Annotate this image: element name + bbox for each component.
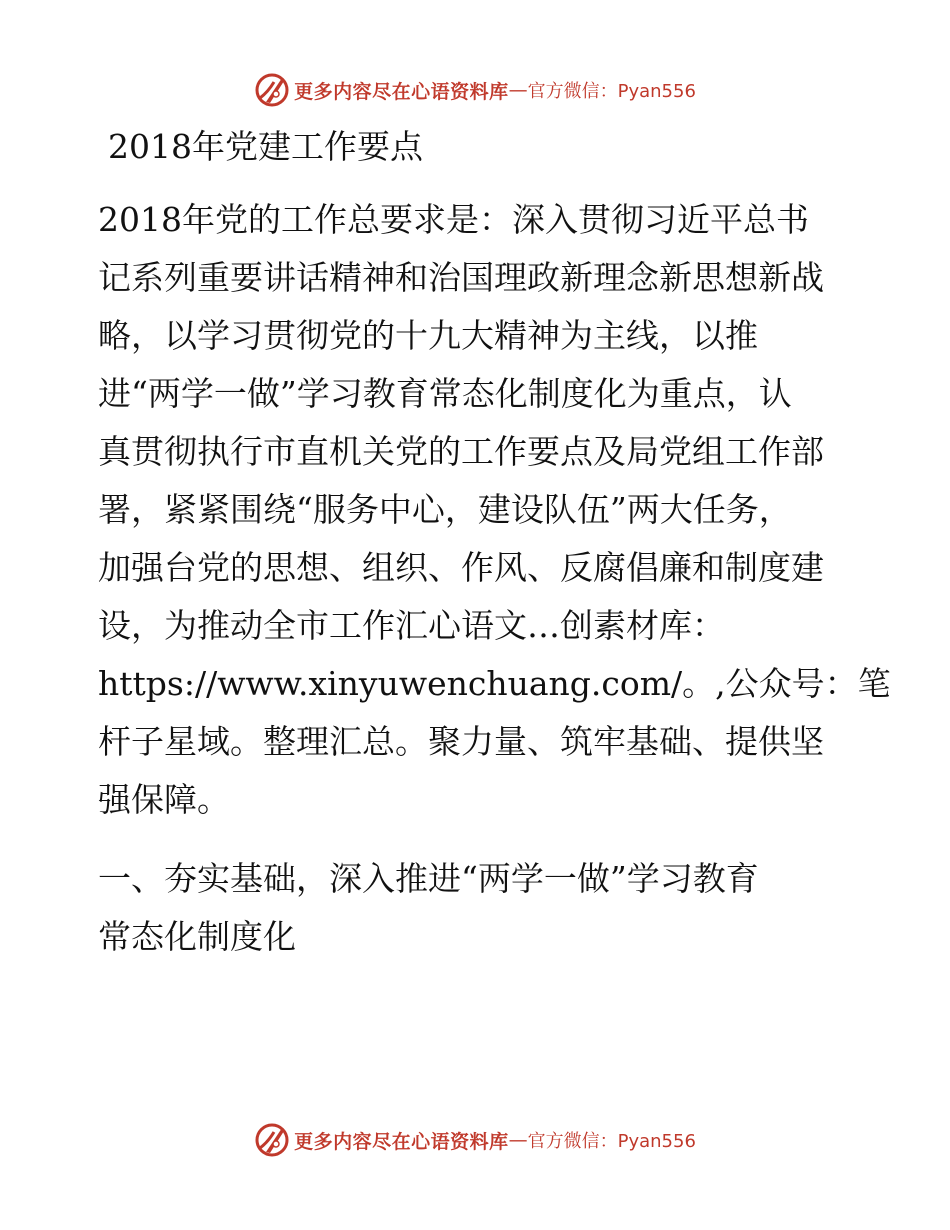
brand-logo-icon (254, 72, 290, 108)
banner-dash: — (508, 1129, 528, 1151)
text-line: 记系列重要讲话精神和治国理政新理念新思想新战 (98, 258, 824, 297)
banner-brand-text: 更多内容尽在心语资料库 (294, 80, 509, 103)
page-title: 2018年党建工作要点 (108, 127, 423, 166)
text-line: https://www.xinyuwenchuang.com/。,公众号：笔 (98, 664, 891, 703)
text-line: 杆子星域。整理汇总。聚力量、筑牢基础、提供坚 (98, 722, 824, 761)
body-paragraph-1 (98, 191, 891, 829)
banner-dash: — (508, 79, 528, 101)
banner-brand-text: 更多内容尽在心语资料库 (294, 1130, 509, 1153)
text-line: 设，为推动全市工作汇心语文…创素材库： (98, 606, 725, 645)
banner-contact-text: 官方微信：Pyan556 (527, 81, 696, 102)
text-line: 一、夯实基础，深入推进“两学一做”学习教育 (98, 859, 759, 898)
text-line: 真贯彻执行市直机关党的工作要点及局党组工作部 (98, 432, 824, 471)
header-banner (0, 70, 950, 110)
brand-logo-icon (254, 1122, 290, 1158)
text-line: 2018年党的工作总要求是：深入贯彻习近平总书 (98, 200, 809, 239)
text-line: 署，紧紧围绕“服务中心，建设队伍”两大任务， (98, 490, 792, 529)
text-line: 进“两学一做”学习教育常态化制度化为重点，认 (98, 374, 792, 413)
text-line: 强保障。 (98, 780, 230, 819)
banner-contact-text: 官方微信：Pyan556 (527, 1131, 696, 1152)
text-line: 加强台党的思想、组织、作风、反腐倡廉和制度建 (98, 548, 824, 587)
footer-banner (0, 1120, 950, 1160)
section-heading-1 (98, 850, 858, 966)
text-line: 常态化制度化 (98, 917, 296, 956)
text-line: 略，以学习贯彻党的十九大精神为主线，以推 (98, 316, 758, 355)
